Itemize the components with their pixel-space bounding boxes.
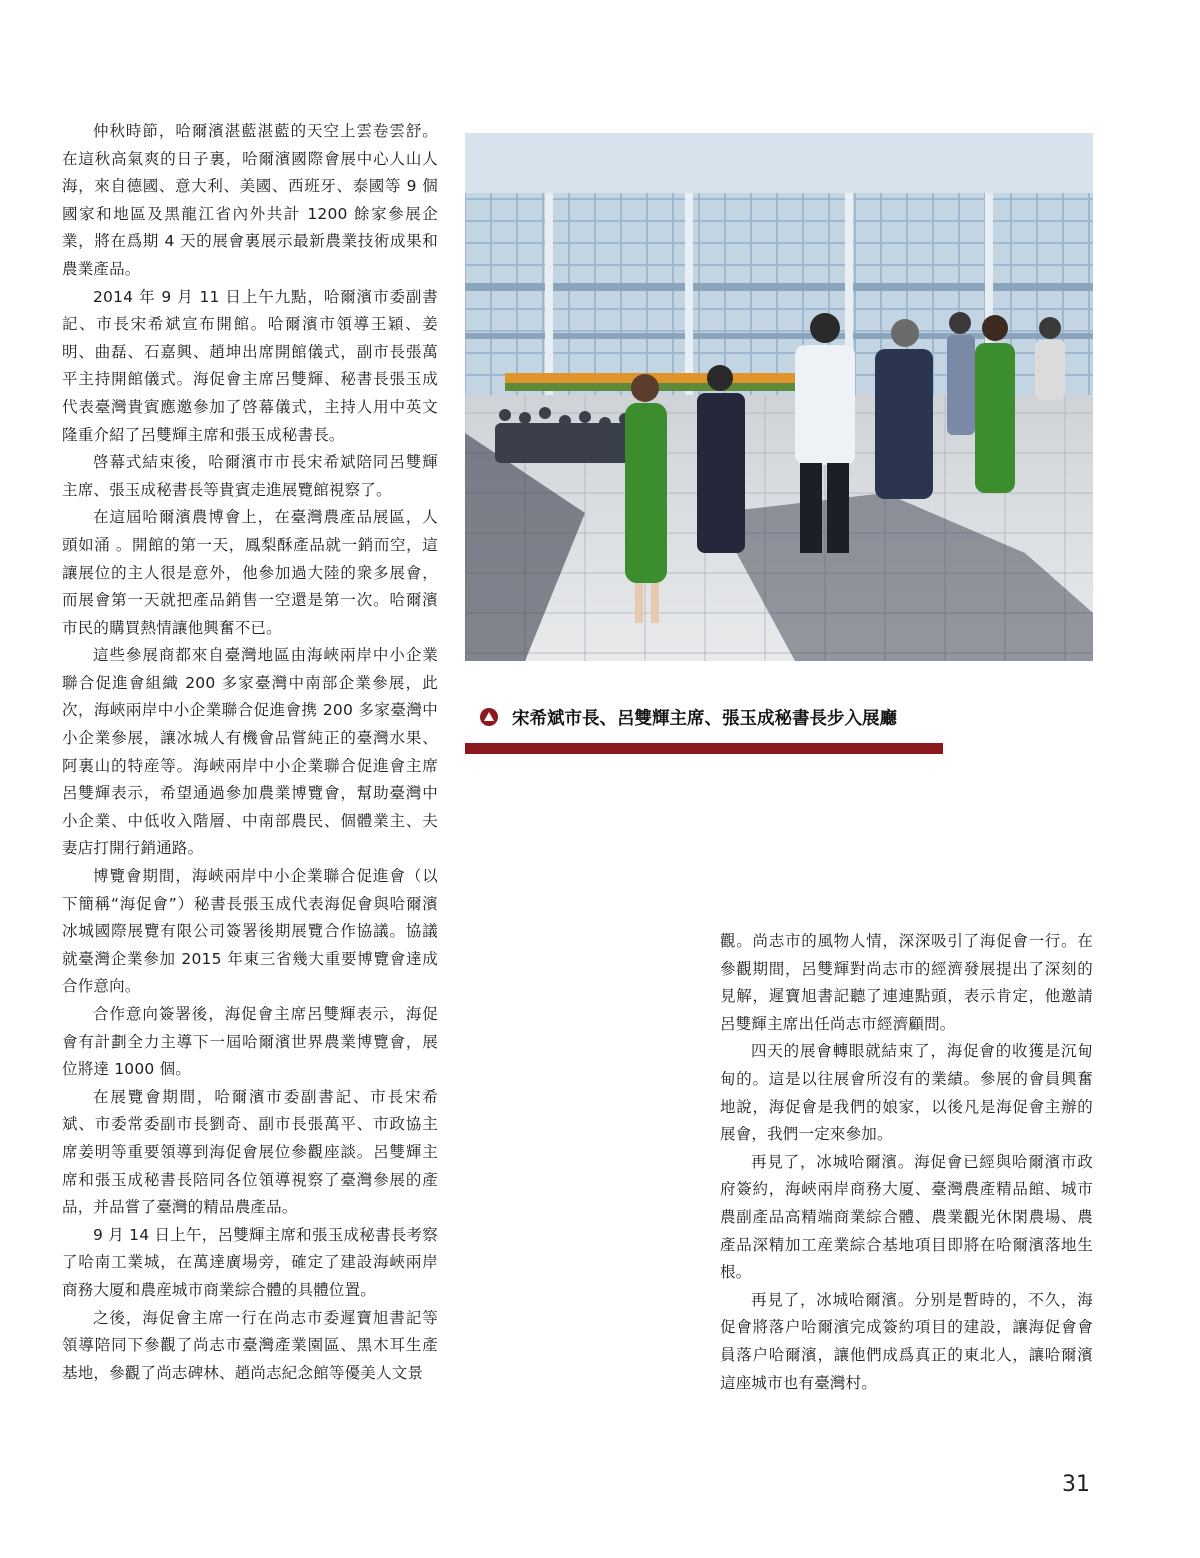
paragraph: 這些參展商都來自臺灣地區由海峽兩岸中小企業聯合促進會組織 200 多家臺灣中南部企業參展，此次，海峽兩岸中小企業聯合促進會携 200 多家臺灣中小企業參展，讓冰城人有機會品嘗純正的臺灣水果、阿裏山的特産等。海峽兩岸中小企業聯合促進會主席呂雙輝表示，希望通過參加農業博覽會，幫助臺灣中小企業、中低收入階層、中南部農民、個體業主、夫妻店打開行銷通路。 [62, 646, 438, 858]
paragraph: 博覽會期間，海峽兩岸中小企業聯合促進會（以下簡稱“海促會”）秘書長張玉成代表海促會與哈爾濱冰城國際展覽有限公司簽署後期展覽合作協議。協議就臺灣企業參加 2015 年東三省幾大重要博覽會達成合作意向。 [62, 867, 438, 996]
article-right-column [720, 928, 1093, 1397]
paragraph: 四天的展會轉眼就結束了，海促會的收獲是沉甸甸的。這是以往展會所沒有的業績。參展的會員興奮地說，海促會是我們的娘家，以後凡是海促會主辦的展會，我們一定來參加。 [720, 1042, 1093, 1144]
paragraph: 仲秋時節，哈爾濱湛藍湛藍的天空上雲卷雲舒。在這秋高氣爽的日子裏，哈爾濱國際會展中心人山人海，來自德國、意大利、美國、西班牙、泰國等 9 個國家和地區及黑龍江省內外共計 1200 餘家參展企業，將在爲期 4 天的展會裏展示最新農業技術成果和農業產品。 [62, 122, 438, 278]
paragraph: 2014 年 9 月 11 日上午九點，哈爾濱市委副書記、市長宋希斌宣布開館。哈爾濱市領導王穎、姜明、曲磊、石嘉興、趙坤出席開館儀式，副市長張萬平主持開館儀式。海促會主席呂雙輝、秘書長張玉成代表臺灣貴賓應邀參加了啓幕儀式，主持人用中英文隆重介紹了呂雙輝主席和張玉成秘書長。 [62, 287, 438, 444]
paragraph: 合作意向簽署後，海促會主席呂雙輝表示，海促會有計劃全力主導下一屆哈爾濱世界農業博覽會，展位將達 1000 個。 [62, 1005, 438, 1079]
article-left-column [62, 118, 438, 1387]
paragraph: 再見了，冰城哈爾濱。海促會已經與哈爾濱市政府簽約，海峽兩岸商務大厦、臺灣農產精品館、城市農副產品高精端商業綜合體、農業觀光休閑農場、農產品深精加工産業綜合基地項目即將在哈爾濱落地生根。 [720, 1152, 1093, 1282]
paragraph: 9 月 14 日上午，呂雙輝主席和張玉成秘書長考察了哈南工業城，在萬達廣場旁，確定了建設海峽兩岸商務大厦和農産城市商業綜合體的具體位置。 [62, 1225, 438, 1299]
paragraph: 再見了，冰城哈爾濱。分别是暫時的，不久，海促會將落户哈爾濱完成簽約項目的建設，讓海促會會員落户哈爾濱，讓他們成爲真正的東北人，讓哈爾濱這座城市也有臺灣村。 [720, 1290, 1093, 1392]
photo-caption [480, 700, 897, 734]
paragraph: 觀。尚志市的風物人情，深深吸引了海促會一行。在參觀期間，呂雙輝對尚志市的經濟發展提出了深刻的見解，遲寶旭書記聽了連連點頭，表示肯定，他邀請呂雙輝主席出任尚志市經濟顧問。 [720, 932, 1093, 1033]
page-number: 31 [1062, 1472, 1090, 1497]
photo-caption-text: 宋希斌市長、呂雙輝主席、張玉成秘書長步入展廳 [512, 708, 897, 729]
paragraph: 在這屆哈爾濱農博會上，在臺灣農產品展區，人頭如涌 。開館的第一天，鳳梨酥產品就一銷而空，這讓展位的主人很是意外，他參加過大陸的衆多展會，而展會第一天就把產品銷售一空還是第一次。哈爾濱市民的購買熱情讓他興奮不已。 [62, 508, 438, 637]
caption-accent-bar [465, 743, 943, 754]
paragraph: 之後，海促會主席一行在尚志市委遲寶旭書記等領導陪同下參觀了尚志市臺灣產業園區、黑木耳生產基地，參觀了尚志碑林、趙尚志紀念館等優美人文景 [62, 1308, 438, 1382]
triangle-up-icon [480, 708, 498, 726]
event-photo [465, 133, 1093, 661]
paragraph: 啓幕式結束後，哈爾濱市市長宋希斌陪同呂雙輝主席、張玉成秘書長等貴賓走進展覽館視察了。 [62, 453, 438, 499]
paragraph: 在展覽會期間，哈爾濱市委副書記、市長宋希斌、市委常委副市長劉奇、副市長張萬平、市政協主席姜明等重要領導到海促會展位參觀座談。呂雙輝主席和張玉成秘書長陪同各位領導視察了臺灣參展的產品，并品嘗了臺灣的精品農產品。 [62, 1087, 438, 1217]
